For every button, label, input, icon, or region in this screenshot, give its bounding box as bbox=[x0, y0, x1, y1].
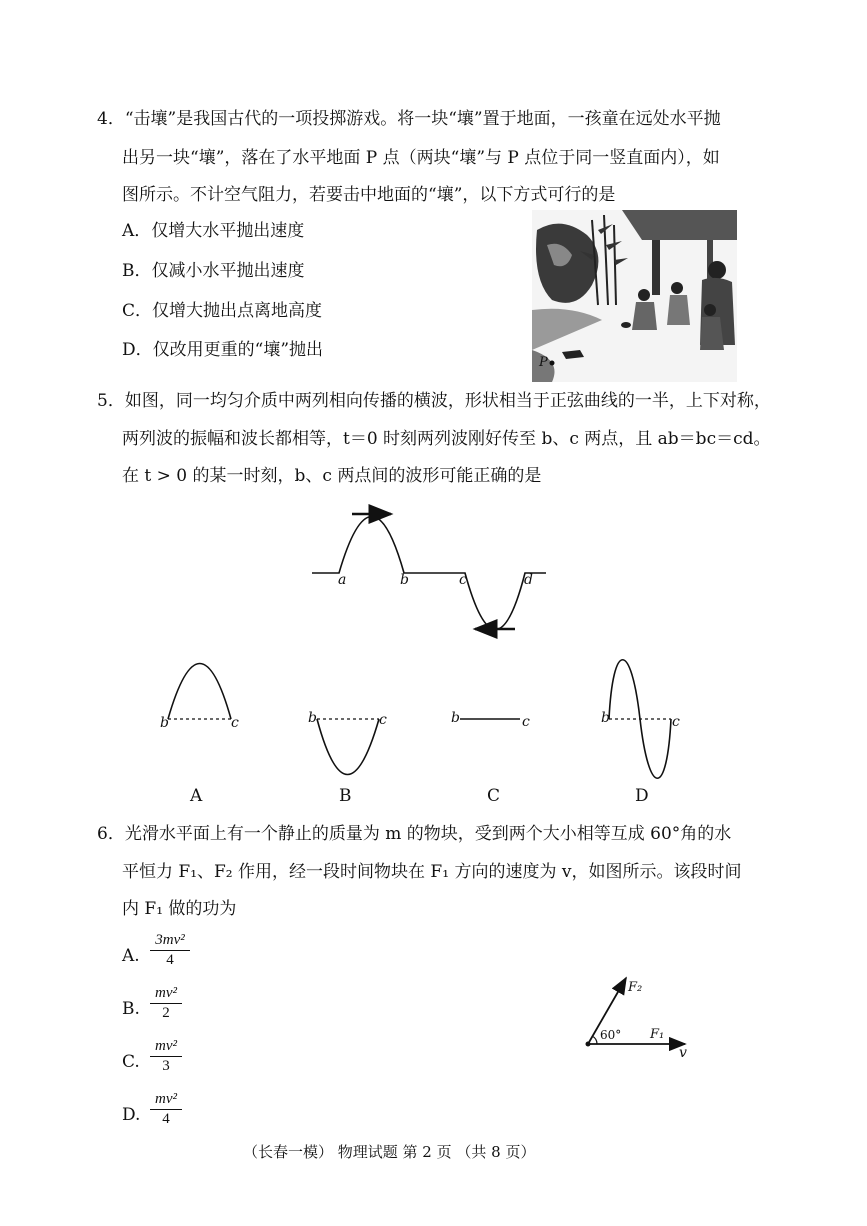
q6-line-1: 6．光滑水平面上有一个静止的质量为 m 的物块，受到两个大小相等互成 60°角的水 bbox=[97, 824, 732, 844]
choice-d-c: c bbox=[672, 714, 680, 730]
q4-option-b: B．仅减小水平抛出速度 bbox=[122, 261, 305, 281]
q5-line-1: 5．如图，同一均匀介质中两列相向传播的横波，形状相当于正弦曲线的一半，上下对称， bbox=[97, 391, 771, 411]
choice-c-b: b bbox=[451, 710, 460, 726]
f1-label: F₁ bbox=[650, 1027, 665, 1042]
point-p-label: P bbox=[539, 355, 548, 370]
q6-line-2: 平恒力 F₁、F₂ 作用，经一段时间物块在 F₁ 方向的速度为 v，如图所示。该段时间 bbox=[122, 862, 742, 882]
choice-a-c: c bbox=[231, 715, 239, 731]
q6-option-a-letter: A. bbox=[122, 946, 140, 966]
q4-line-1: 4．“击壤”是我国古代的一项投掷游戏。将一块“壤”置于地面，一孩童在远处水平抛 bbox=[97, 109, 721, 129]
q4-option-a: A．仅增大水平抛出速度 bbox=[122, 221, 305, 241]
q6-option-b-letter: B. bbox=[122, 999, 140, 1019]
q6-c-den: 3 bbox=[162, 1058, 170, 1074]
q6-d-den: 4 bbox=[162, 1111, 170, 1127]
choice-letter-b: B bbox=[339, 786, 352, 806]
choice-d-b: b bbox=[601, 710, 610, 726]
choice-c-c: c bbox=[522, 714, 530, 730]
wave-label-d: d bbox=[524, 572, 533, 588]
wave-label-c: c bbox=[459, 572, 467, 588]
q6-option-d-fraction bbox=[150, 1091, 182, 1128]
q6-d-num: mv² bbox=[155, 1091, 177, 1107]
f2-label: F₂ bbox=[628, 980, 643, 995]
q5-line-3: 在 t > 0 的某一时刻，b、c 两点间的波形可能正确的是 bbox=[122, 466, 542, 486]
q4-option-c: C．仅增大抛出点离地高度 bbox=[122, 301, 323, 321]
wave-label-b: b bbox=[400, 572, 409, 588]
q6-c-num: mv² bbox=[155, 1038, 177, 1054]
q6-option-b-fraction bbox=[150, 985, 182, 1022]
choice-b-c: c bbox=[379, 712, 387, 728]
q4-line-2: 出另一块“壤”，落在了水平地面 P 点（两块“壤”与 P 点位于同一竖直面内），如 bbox=[122, 148, 720, 168]
q4-line-3: 图所示。不计空气阻力，若要击中地面的“壤”，以下方式可行的是 bbox=[122, 185, 616, 205]
choice-b-b: b bbox=[308, 710, 317, 726]
q6-line-3: 内 F₁ 做的功为 bbox=[122, 899, 237, 919]
angle-label: 60° bbox=[600, 1028, 622, 1042]
v-label: v bbox=[679, 1045, 687, 1061]
q6-option-d-letter: D. bbox=[122, 1105, 141, 1125]
q6-b-den: 2 bbox=[162, 1005, 170, 1021]
page-footer: （长春一模） 物理试题 第 2 页 （共 8 页） bbox=[243, 1143, 536, 1161]
q6-option-c-fraction bbox=[150, 1038, 182, 1075]
choice-a-b: b bbox=[160, 715, 169, 731]
q6-option-c-letter: C. bbox=[122, 1052, 140, 1072]
wave-label-a: a bbox=[338, 572, 347, 588]
q6-a-den: 4 bbox=[166, 952, 174, 968]
choice-letter-a: A bbox=[190, 786, 203, 806]
choice-letter-d: D bbox=[635, 786, 649, 806]
q6-a-num: 3mv² bbox=[155, 932, 185, 948]
choice-letter-c: C bbox=[487, 786, 501, 806]
q5-line-2: 两列波的振幅和波长都相等，t＝0 时刻两列波刚好传至 b、c 两点，且 ab＝bc＝cd。 bbox=[122, 429, 771, 449]
q6-option-a-fraction bbox=[150, 932, 190, 969]
block-point bbox=[586, 1042, 591, 1047]
q4-option-d: D．仅改用更重的“壤”抛出 bbox=[122, 340, 324, 360]
q6-b-num: mv² bbox=[155, 985, 177, 1001]
